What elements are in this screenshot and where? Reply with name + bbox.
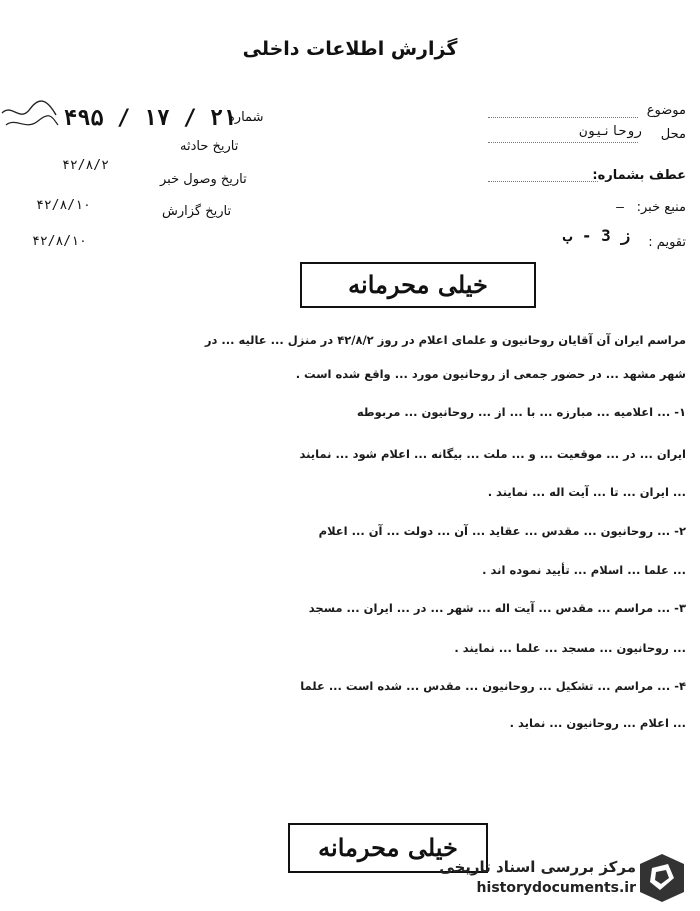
receive-date-value: ۴۲/۸/۲ [62,158,109,173]
classification-stamp-top: خیلی محرمانه [300,262,536,308]
extra-date-value: ۴۲/۸/۱۰ [32,234,87,249]
place-field [488,142,638,143]
body-line: ... علما ... اسلام ... تأیید نموده اند . [482,563,686,577]
evaluation-value: ز 3 - ب [562,226,630,245]
body-line: ۴- ... مراسم ... تشکیل ... روحانیون ... مقدس ... شده است ... علما [300,679,686,693]
receive-date-label: تاریخ وصول خبر [160,172,247,187]
body-line: ۳- ... مراسم ... مقدس ... آیت اله ... شهر ... در ... ایران ... مسجد [308,601,686,615]
body-line: مراسم ایران آن آقایان روحانیون و علمای اعلام در روز ۴۲/۸/۲ در منزل ... عالیه ... در [204,333,686,347]
body-line: ۱- ... اعلامیه ... مبارزه ... با ... از ... روحانیون ... مربوطه [356,405,686,419]
body-line: شهر مشهد ... در حضور جمعی از روحانیون مورد ... واقع شده است . [295,367,686,381]
source-value: — [616,200,624,215]
body-line: ... روحانیون ... مسجد ... علما ... نمایند . [454,641,686,655]
source-label: منبع خبر: [636,200,686,215]
report-date-value: ۴۲/۸/۱۰ [36,198,91,213]
body-line: ایران ... در ... موقعیت ... و ... ملت ... بیگانه ... اعلام شود ... نمایند [299,447,686,461]
place-value: روحانیون [579,124,642,139]
incident-date-label: تاریخ حادثه [180,139,239,154]
place-label: محل [660,127,686,142]
body-line: ... ایران ... تا ... آیت اله ... نمایند . [487,485,686,499]
body-line: ... اعلام ... روحانیون ... نماید . [509,716,686,730]
evaluation-label: تقویم : [648,235,686,250]
body-line: ۲- ... روحانیون ... مقدس ... عقاید ... آن ... دولت ... آن ... اعلام [318,524,686,538]
subject-field [488,117,638,118]
archive-website: historydocuments.ir [476,880,636,896]
ref-label: عطف بشماره: [592,168,686,183]
number-value: ۴۹۵ / ۱۷ / ۲۱ [64,106,237,131]
ref-field [488,181,598,182]
archive-logo-icon [638,852,686,904]
archive-name: مرکز بررسی اسناد تاریخی [439,858,636,876]
report-date-label: تاریخ گزارش [162,204,232,219]
number-label: شماره [228,110,264,125]
handwritten-scribble [0,95,60,135]
subject-label: موضوع [646,103,686,118]
classification-stamp-bottom: خیلی محرمانه [288,823,488,873]
document-title: گزارش اطلاعات داخلی [242,38,458,60]
